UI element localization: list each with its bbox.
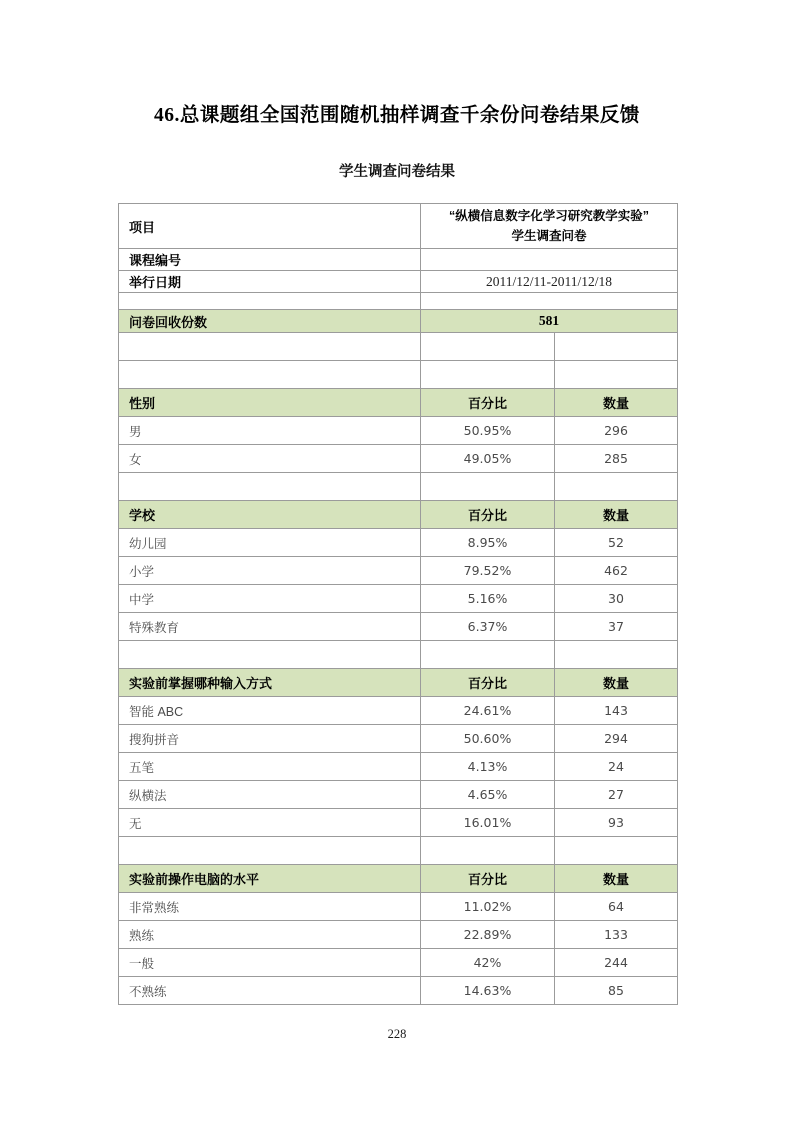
category-cell: 五笔 (119, 753, 421, 781)
section-header-cell: 数量 (555, 865, 678, 893)
percent-cell: 50.60% (421, 725, 555, 753)
category-cell (119, 361, 421, 389)
category-cell: 无 (119, 809, 421, 837)
count-cell (555, 361, 678, 389)
info-label-cell (119, 293, 421, 310)
table-row (119, 613, 678, 641)
percent-cell: 5.16% (421, 585, 555, 613)
table-row (119, 389, 678, 417)
percent-cell: 50.95% (421, 417, 555, 445)
info-label-cell: 问卷回收份数 (119, 310, 421, 333)
table-row (119, 310, 678, 333)
info-label-cell: 项目 (119, 204, 421, 249)
table-row (119, 501, 678, 529)
count-cell (555, 333, 678, 361)
category-cell: 智能 ABC (119, 697, 421, 725)
percent-cell (421, 333, 555, 361)
survey-results-table (118, 203, 678, 1005)
table-row (119, 949, 678, 977)
count-cell: 85 (555, 977, 678, 1005)
count-cell: 27 (555, 781, 678, 809)
percent-cell: 42% (421, 949, 555, 977)
category-cell (119, 333, 421, 361)
table-row (119, 361, 678, 389)
page-title: 46.总课题组全国范围随机抽样调查千余份问卷结果反馈 (154, 105, 640, 126)
count-cell (555, 473, 678, 501)
table-row (119, 893, 678, 921)
percent-cell (421, 641, 555, 669)
survey-table-body (119, 204, 678, 1005)
section-header-cell: 性别 (119, 389, 421, 417)
info-value-cell (421, 204, 678, 249)
percent-cell: 16.01% (421, 809, 555, 837)
page-subtitle: 学生调查问卷结果 (339, 164, 455, 180)
percent-cell: 24.61% (421, 697, 555, 725)
section-header-cell: 数量 (555, 669, 678, 697)
count-cell: 30 (555, 585, 678, 613)
info-value-line: 581 (538, 313, 560, 328)
table-row (119, 333, 678, 361)
table-row (119, 641, 678, 669)
count-cell: 244 (555, 949, 678, 977)
percent-cell (421, 361, 555, 389)
count-cell: 64 (555, 893, 678, 921)
table-row (119, 204, 678, 249)
count-cell: 24 (555, 753, 678, 781)
count-cell: 143 (555, 697, 678, 725)
percent-cell (421, 473, 555, 501)
percent-cell: 6.37% (421, 613, 555, 641)
count-cell: 37 (555, 613, 678, 641)
table-row (119, 781, 678, 809)
percent-cell: 14.63% (421, 977, 555, 1005)
category-cell: 非常熟练 (119, 893, 421, 921)
category-cell: 幼儿园 (119, 529, 421, 557)
count-cell (555, 837, 678, 865)
table-row (119, 809, 678, 837)
percent-cell: 4.65% (421, 781, 555, 809)
table-row (119, 293, 678, 310)
percent-cell: 8.95% (421, 529, 555, 557)
count-cell: 52 (555, 529, 678, 557)
page-number: 228 (387, 1027, 407, 1041)
section-header-cell: 百分比 (421, 865, 555, 893)
section-header-cell: 数量 (555, 501, 678, 529)
percent-cell: 49.05% (421, 445, 555, 473)
table-row (119, 585, 678, 613)
table-row (119, 417, 678, 445)
category-cell: 男 (119, 417, 421, 445)
info-value-cell (421, 249, 678, 271)
info-label-cell: 课程编号 (119, 249, 421, 271)
category-cell: 女 (119, 445, 421, 473)
percent-cell: 79.52% (421, 557, 555, 585)
table-row (119, 725, 678, 753)
table-row (119, 271, 678, 293)
category-cell: 搜狗拼音 (119, 725, 421, 753)
count-cell: 296 (555, 417, 678, 445)
percent-cell (421, 837, 555, 865)
category-cell: 不熟练 (119, 977, 421, 1005)
info-value-line: 2011/12/11-2011/12/18 (486, 273, 612, 289)
section-header-cell: 数量 (555, 389, 678, 417)
category-cell (119, 473, 421, 501)
count-cell: 93 (555, 809, 678, 837)
category-cell: 小学 (119, 557, 421, 585)
info-value-line: “纵横信息数字化学习研究教学实验” (449, 209, 650, 223)
category-cell: 特殊教育 (119, 613, 421, 641)
section-header-cell: 百分比 (421, 669, 555, 697)
count-cell: 285 (555, 445, 678, 473)
table-row (119, 977, 678, 1005)
category-cell: 一般 (119, 949, 421, 977)
percent-cell: 11.02% (421, 893, 555, 921)
table-row (119, 865, 678, 893)
info-value-cell (421, 310, 678, 333)
info-label-cell: 举行日期 (119, 271, 421, 293)
percent-cell: 4.13% (421, 753, 555, 781)
section-header-cell: 百分比 (421, 389, 555, 417)
category-cell (119, 837, 421, 865)
count-cell: 294 (555, 725, 678, 753)
table-row (119, 445, 678, 473)
table-row (119, 473, 678, 501)
table-row (119, 697, 678, 725)
section-header-cell: 百分比 (421, 501, 555, 529)
table-row (119, 529, 678, 557)
table-row (119, 669, 678, 697)
info-value-cell (421, 271, 678, 293)
category-cell: 熟练 (119, 921, 421, 949)
count-cell: 133 (555, 921, 678, 949)
category-cell: 纵横法 (119, 781, 421, 809)
percent-cell: 22.89% (421, 921, 555, 949)
table-row (119, 249, 678, 271)
category-cell (119, 641, 421, 669)
info-value-line: 学生调查问卷 (511, 229, 587, 243)
table-row (119, 837, 678, 865)
category-cell: 中学 (119, 585, 421, 613)
table-row (119, 753, 678, 781)
table-row (119, 921, 678, 949)
section-header-cell: 学校 (119, 501, 421, 529)
section-header-cell: 实验前操作电脑的水平 (119, 865, 421, 893)
info-value-cell (421, 293, 678, 310)
count-cell: 462 (555, 557, 678, 585)
section-header-cell: 实验前掌握哪种输入方式 (119, 669, 421, 697)
count-cell (555, 641, 678, 669)
table-row (119, 557, 678, 585)
